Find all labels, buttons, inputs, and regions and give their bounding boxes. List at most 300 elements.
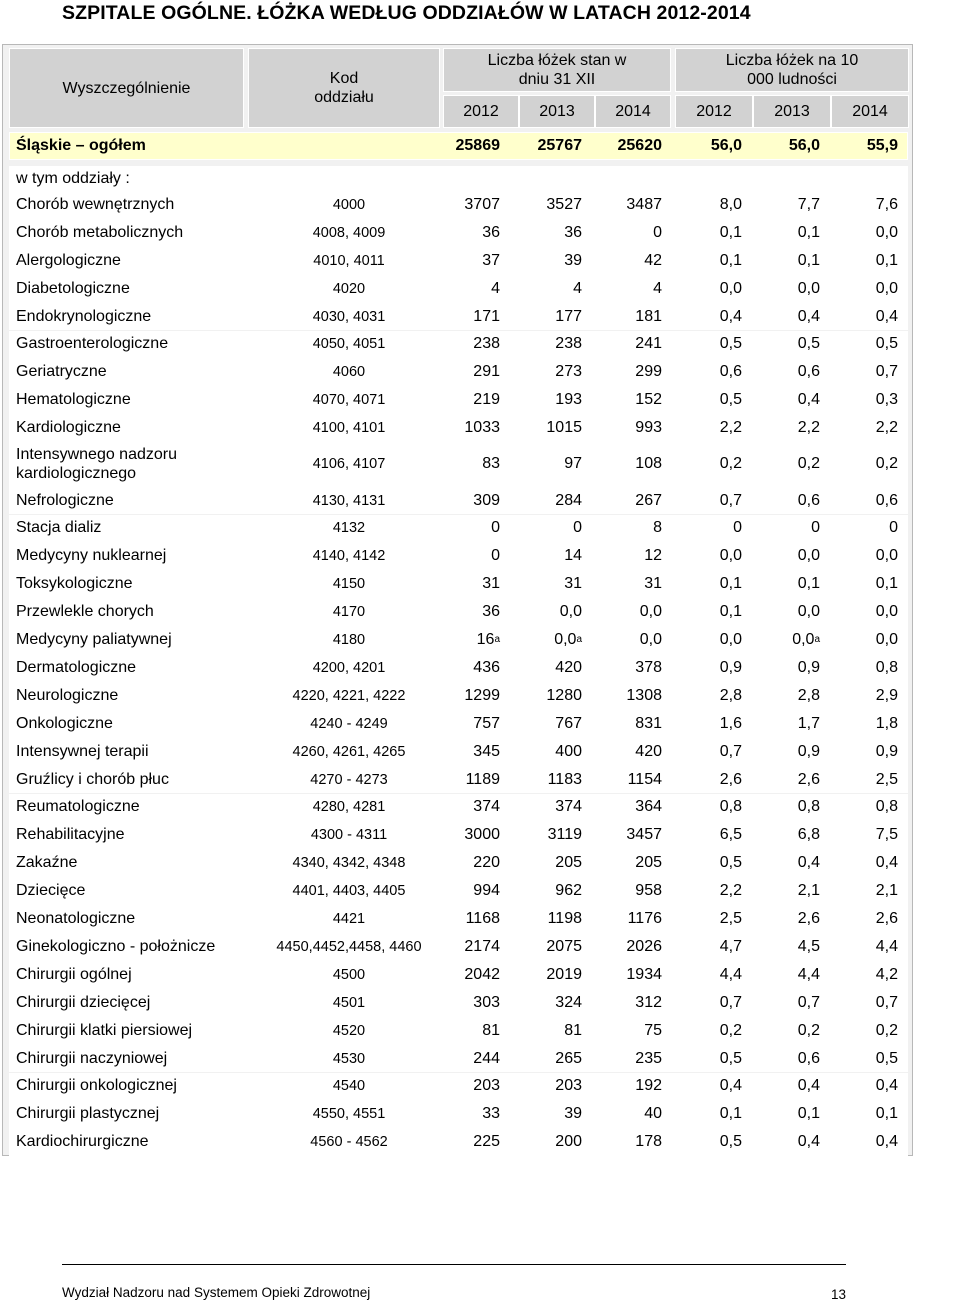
row-label: Stacja dializ bbox=[16, 519, 102, 537]
value-cell bbox=[510, 962, 582, 988]
code-cell: 4560 - 4562 bbox=[310, 1134, 388, 1151]
value-text: 0,5 bbox=[719, 335, 742, 353]
value-cell bbox=[750, 1074, 820, 1100]
value-text: 994 bbox=[473, 882, 500, 900]
value-text: 273 bbox=[555, 363, 582, 381]
header-code: Kod oddziału bbox=[248, 48, 440, 128]
value-text: 2,6 bbox=[875, 910, 898, 928]
value-text: 0,2 bbox=[875, 1021, 898, 1039]
value-cell bbox=[430, 1074, 500, 1100]
value-text: 1934 bbox=[626, 965, 662, 983]
value-text: 0,5 bbox=[797, 335, 820, 353]
value-text: 31 bbox=[564, 575, 582, 593]
footer-text: Wydział Nadzoru nad Systemem Opieki Zdrowotnej bbox=[62, 1285, 371, 1300]
value-text: 0,0 bbox=[719, 279, 742, 297]
value-text: 152 bbox=[635, 391, 662, 409]
value-cell bbox=[830, 276, 898, 302]
value-cell bbox=[670, 1018, 742, 1044]
header-ratio-group: Liczba łóżek na 10 000 ludności bbox=[675, 48, 909, 92]
value-text: 2,8 bbox=[719, 686, 742, 704]
value-text: 0,4 bbox=[719, 307, 742, 325]
table-row bbox=[9, 1100, 908, 1128]
value-cell: 25620 bbox=[617, 137, 662, 154]
value-cell bbox=[670, 934, 742, 960]
value-cell bbox=[670, 443, 742, 486]
value-cell bbox=[590, 543, 662, 569]
table-row bbox=[9, 849, 908, 877]
value-text: 2,2 bbox=[719, 882, 742, 900]
value-cell bbox=[750, 543, 820, 569]
value-cell bbox=[750, 415, 820, 441]
value-text: 364 bbox=[635, 798, 662, 816]
table-row bbox=[9, 905, 908, 933]
value-text: 0 bbox=[491, 547, 500, 565]
value-text: 0,1 bbox=[875, 575, 898, 593]
value-text: 0,7 bbox=[797, 993, 820, 1011]
value-cell bbox=[670, 962, 742, 988]
code-cell: 4150 bbox=[332, 576, 366, 593]
value-cell bbox=[590, 516, 662, 542]
value-text: 0,0 bbox=[719, 631, 742, 649]
value-text: 33 bbox=[482, 1105, 500, 1123]
value-cell bbox=[750, 220, 820, 246]
value-cell bbox=[510, 795, 582, 821]
value-cell bbox=[750, 1101, 820, 1127]
value-text: 299 bbox=[635, 363, 662, 381]
value-text: 0,1 bbox=[875, 1105, 898, 1123]
value-cell bbox=[430, 543, 500, 569]
value-cell bbox=[670, 276, 742, 302]
value-cell bbox=[430, 488, 500, 514]
code-cell: 4030, 4031 bbox=[312, 308, 386, 325]
value-text: 0,2 bbox=[875, 455, 898, 473]
value-text: 36 bbox=[564, 223, 582, 241]
value-text: 0,1 bbox=[797, 575, 820, 593]
value-cell bbox=[590, 990, 662, 1016]
value-cell bbox=[830, 739, 898, 765]
value-cell bbox=[830, 962, 898, 988]
row-label: Nefrologiczne bbox=[16, 491, 114, 509]
value-text: 2,6 bbox=[719, 770, 742, 788]
code-cell: 4270 - 4273 bbox=[310, 771, 388, 788]
value-cell bbox=[430, 192, 500, 218]
value-cell bbox=[590, 332, 662, 358]
value-text: 0,1 bbox=[719, 603, 742, 621]
table-row bbox=[9, 766, 908, 794]
code-cell: 4132 bbox=[332, 520, 366, 537]
value-cell bbox=[670, 627, 742, 653]
value-text: 0,1 bbox=[719, 1105, 742, 1123]
value-cell bbox=[430, 906, 500, 932]
value-text: 171 bbox=[473, 307, 500, 325]
value-cell bbox=[750, 599, 820, 625]
value-text: 0,4 bbox=[797, 1077, 820, 1095]
value-cell bbox=[670, 359, 742, 385]
row-label: Śląskie – ogółem bbox=[16, 137, 146, 154]
value-text: 14 bbox=[564, 547, 582, 565]
value-text: 0,0 bbox=[797, 279, 820, 297]
value-text: 831 bbox=[635, 714, 662, 732]
value-cell bbox=[590, 962, 662, 988]
value-cell bbox=[590, 655, 662, 681]
row-label: Chirurgii plastycznej bbox=[16, 1105, 160, 1123]
value-cell bbox=[670, 1074, 742, 1100]
row-label: Kardiochirurgiczne bbox=[16, 1133, 149, 1151]
value-cell bbox=[590, 304, 662, 330]
value-text: 0,5 bbox=[719, 854, 742, 872]
code-cell: 4050, 4051 bbox=[312, 336, 386, 353]
value-text: 767 bbox=[555, 714, 582, 732]
value-text: 3457 bbox=[626, 826, 662, 844]
row-label: Gruźlicy i chorób płuc bbox=[16, 770, 169, 788]
code-cell: 4501 bbox=[332, 994, 366, 1011]
value-cell bbox=[510, 1074, 582, 1100]
footer-divider bbox=[62, 1264, 846, 1265]
value-text: 0,4 bbox=[797, 1133, 820, 1151]
table-row bbox=[9, 598, 908, 626]
value-cell bbox=[430, 387, 500, 413]
value-text: 2,6 bbox=[797, 770, 820, 788]
row-label: Dziecięce bbox=[16, 882, 86, 900]
code-cell: 4200, 4201 bbox=[312, 659, 386, 676]
value-cell bbox=[510, 878, 582, 904]
value-text: 0,5 bbox=[875, 1049, 898, 1067]
value-text: 993 bbox=[635, 419, 662, 437]
value-text: 4,5 bbox=[797, 937, 820, 955]
value-cell bbox=[510, 304, 582, 330]
code-cell: 4401, 4403, 4405 bbox=[292, 883, 406, 900]
code-cell: 4130, 4131 bbox=[312, 492, 386, 509]
table-row bbox=[9, 933, 908, 961]
value-cell bbox=[750, 488, 820, 514]
value-text: 0,2 bbox=[797, 1021, 820, 1039]
value-cell bbox=[590, 1018, 662, 1044]
value-text: 309 bbox=[473, 491, 500, 509]
value-text: 193 bbox=[555, 391, 582, 409]
value-cell bbox=[670, 192, 742, 218]
value-cell bbox=[430, 599, 500, 625]
value-text: 1198 bbox=[547, 910, 582, 928]
value-text: 0,5 bbox=[719, 1049, 742, 1067]
value-text: 2026 bbox=[626, 937, 662, 955]
value-cell bbox=[510, 1129, 582, 1155]
value-text: 0,9 bbox=[797, 658, 820, 676]
table-row bbox=[9, 386, 908, 414]
value-text: 0,4 bbox=[797, 854, 820, 872]
value-cell bbox=[750, 683, 820, 709]
code-cell: 4140, 4142 bbox=[312, 548, 386, 565]
value-cell bbox=[510, 359, 582, 385]
code-cell: 4100, 4101 bbox=[312, 420, 386, 437]
value-cell bbox=[670, 599, 742, 625]
value-text: 0,7 bbox=[719, 742, 742, 760]
value-text: 42 bbox=[644, 251, 662, 269]
value-cell bbox=[590, 488, 662, 514]
value-cell bbox=[830, 655, 898, 681]
code-cell: 4280, 4281 bbox=[312, 799, 386, 816]
table-row bbox=[9, 710, 908, 738]
value-text: 0,5 bbox=[719, 391, 742, 409]
code-cell: 4060 bbox=[332, 364, 366, 381]
value-cell bbox=[750, 359, 820, 385]
value-cell bbox=[430, 516, 500, 542]
code-cell: 4020 bbox=[332, 280, 366, 297]
value-cell bbox=[750, 850, 820, 876]
value-text: 1,7 bbox=[797, 714, 820, 732]
value-text: 0,0 bbox=[797, 547, 820, 565]
value-cell bbox=[510, 990, 582, 1016]
value-cell bbox=[430, 990, 500, 1016]
table-row bbox=[9, 219, 908, 247]
value-cell bbox=[830, 1074, 898, 1100]
value-cell bbox=[670, 332, 742, 358]
value-text: 400 bbox=[555, 742, 582, 760]
value-text: 378 bbox=[635, 658, 662, 676]
value-cell bbox=[590, 220, 662, 246]
row-label: Gastroenterologiczne bbox=[16, 335, 169, 353]
value-text: 97 bbox=[564, 455, 582, 473]
header-year: 2014 bbox=[831, 95, 909, 128]
value-text: 958 bbox=[635, 882, 662, 900]
value-cell bbox=[590, 906, 662, 932]
value-cell bbox=[430, 1129, 500, 1155]
value-cell bbox=[590, 359, 662, 385]
value-cell bbox=[670, 878, 742, 904]
value-text: 0,4 bbox=[719, 1077, 742, 1095]
value-text: 0,1 bbox=[797, 223, 820, 241]
value-text: 2,1 bbox=[797, 882, 820, 900]
value-text: 0,0 bbox=[639, 631, 662, 649]
row-label: Medycyny nuklearnej bbox=[16, 547, 167, 565]
value-text: 1033 bbox=[464, 419, 500, 437]
value-text: 962 bbox=[555, 882, 582, 900]
value-text: 267 bbox=[635, 491, 662, 509]
value-text: 8,0 bbox=[719, 195, 742, 213]
value-cell bbox=[510, 599, 582, 625]
value-cell bbox=[510, 1018, 582, 1044]
value-text: 265 bbox=[555, 1049, 582, 1067]
value-cell bbox=[830, 359, 898, 385]
value-text: 205 bbox=[635, 854, 662, 872]
value-cell: 25869 bbox=[455, 137, 500, 154]
value-cell bbox=[750, 962, 820, 988]
value-text: 0,3 bbox=[875, 391, 898, 409]
value-cell bbox=[750, 192, 820, 218]
value-text: 0,4 bbox=[797, 391, 820, 409]
value-cell bbox=[430, 220, 500, 246]
value-text: 81 bbox=[482, 1021, 500, 1039]
value-text: 0,8 bbox=[875, 798, 898, 816]
value-text: 192 bbox=[635, 1077, 662, 1095]
value-cell bbox=[590, 795, 662, 821]
value-cell bbox=[430, 359, 500, 385]
table-row bbox=[9, 1045, 908, 1073]
value-text: 0,7 bbox=[875, 363, 898, 381]
value-text: 0,2 bbox=[719, 1021, 742, 1039]
value-cell bbox=[510, 934, 582, 960]
value-text: 0,5 bbox=[719, 1133, 742, 1151]
value-cell bbox=[430, 962, 500, 988]
value-text: 3707 bbox=[464, 195, 500, 213]
value-text: 4 bbox=[491, 279, 500, 297]
row-label: Chirurgii dziecięcej bbox=[16, 993, 151, 1011]
table-row bbox=[9, 821, 908, 849]
value-cell bbox=[830, 990, 898, 1016]
value-text: 0,6 bbox=[719, 363, 742, 381]
value-cell: 55,9 bbox=[866, 137, 898, 154]
value-cell bbox=[750, 711, 820, 737]
value-cell bbox=[510, 192, 582, 218]
value-cell bbox=[510, 488, 582, 514]
value-cell bbox=[830, 711, 898, 737]
value-text: 2,8 bbox=[797, 686, 820, 704]
value-text: 31 bbox=[482, 575, 500, 593]
value-text: 0,1 bbox=[719, 251, 742, 269]
value-cell bbox=[590, 739, 662, 765]
subheader-row bbox=[9, 166, 908, 191]
value-text: 4,4 bbox=[875, 937, 898, 955]
value-cell bbox=[590, 822, 662, 848]
value-text: 81 bbox=[564, 1021, 582, 1039]
value-cell bbox=[590, 878, 662, 904]
value-cell: 56,0 bbox=[710, 137, 742, 154]
value-cell bbox=[430, 248, 500, 274]
value-cell bbox=[830, 822, 898, 848]
value-text: 203 bbox=[555, 1077, 582, 1095]
value-cell bbox=[510, 415, 582, 441]
value-cell bbox=[670, 711, 742, 737]
table-row bbox=[9, 626, 908, 654]
value-text: 0,4 bbox=[875, 307, 898, 325]
value-cell bbox=[830, 1101, 898, 1127]
value-cell bbox=[830, 599, 898, 625]
code-cell: 4300 - 4311 bbox=[310, 827, 388, 844]
value-cell bbox=[430, 1046, 500, 1072]
value-cell bbox=[750, 795, 820, 821]
value-cell bbox=[750, 655, 820, 681]
value-text: 0 bbox=[491, 519, 500, 537]
value-text: 0,0 bbox=[875, 603, 898, 621]
value-text: 36 bbox=[482, 223, 500, 241]
code-cell: 4070, 4071 bbox=[312, 392, 386, 409]
value-cell bbox=[670, 248, 742, 274]
row-label: Neurologiczne bbox=[16, 686, 119, 704]
value-text: 2174 bbox=[464, 937, 500, 955]
value-text: 0,1 bbox=[875, 251, 898, 269]
value-text: 16 bbox=[476, 631, 495, 649]
table-row bbox=[9, 1017, 908, 1045]
value-text: 0,0 bbox=[554, 631, 577, 649]
value-cell bbox=[750, 934, 820, 960]
value-text: 241 bbox=[635, 335, 662, 353]
value-cell bbox=[670, 1129, 742, 1155]
value-cell bbox=[670, 990, 742, 1016]
row-label: Reumatologiczne bbox=[16, 798, 140, 816]
value-text: 0,6 bbox=[797, 1049, 820, 1067]
value-cell bbox=[670, 739, 742, 765]
row-label: Geriatryczne bbox=[16, 363, 107, 381]
value-cell bbox=[750, 739, 820, 765]
value-text: 2,2 bbox=[719, 419, 742, 437]
table-row bbox=[9, 191, 908, 219]
value-text: 12 bbox=[644, 547, 662, 565]
value-text: 312 bbox=[635, 993, 662, 1011]
value-cell bbox=[830, 1046, 898, 1072]
table-row bbox=[9, 877, 908, 905]
table-row bbox=[9, 275, 908, 303]
table-row bbox=[9, 654, 908, 682]
value-cell bbox=[510, 739, 582, 765]
value-text: 3119 bbox=[547, 826, 582, 844]
row-label: Alergologiczne bbox=[16, 251, 121, 269]
value-text: 1015 bbox=[546, 419, 582, 437]
value-text: 2,5 bbox=[875, 770, 898, 788]
value-text: 0,8 bbox=[719, 798, 742, 816]
row-label: Chorób wewnętrznych bbox=[16, 195, 175, 213]
value-cell bbox=[830, 387, 898, 413]
value-cell bbox=[590, 934, 662, 960]
value-text: 220 bbox=[473, 854, 500, 872]
value-text: 203 bbox=[473, 1077, 500, 1095]
value-cell bbox=[830, 683, 898, 709]
value-text: 4,4 bbox=[797, 965, 820, 983]
value-cell bbox=[830, 192, 898, 218]
row-label: Endokrynologiczne bbox=[16, 307, 152, 325]
value-text: 2,1 bbox=[875, 882, 898, 900]
row-label: Dermatologiczne bbox=[16, 658, 137, 676]
value-text: 0,4 bbox=[875, 1133, 898, 1151]
value-cell bbox=[590, 276, 662, 302]
value-text: 0,4 bbox=[797, 307, 820, 325]
value-text: 0,0 bbox=[792, 631, 815, 649]
table-row bbox=[9, 414, 908, 442]
header-year: 2012 bbox=[675, 95, 753, 128]
total-row bbox=[9, 132, 908, 160]
value-text: 1280 bbox=[546, 686, 582, 704]
value-cell bbox=[830, 488, 898, 514]
value-cell bbox=[670, 1046, 742, 1072]
value-cell bbox=[430, 878, 500, 904]
value-cell bbox=[750, 276, 820, 302]
value-cell bbox=[830, 627, 898, 653]
value-cell bbox=[510, 516, 582, 542]
value-text: 1183 bbox=[547, 770, 582, 788]
value-cell bbox=[430, 655, 500, 681]
value-cell bbox=[430, 443, 500, 486]
value-cell bbox=[830, 543, 898, 569]
value-text: 3527 bbox=[546, 195, 582, 213]
value-text: 1308 bbox=[626, 686, 662, 704]
value-cell bbox=[750, 1046, 820, 1072]
row-label: Onkologiczne bbox=[16, 714, 113, 732]
value-cell bbox=[510, 655, 582, 681]
row-label: Zakaźne bbox=[16, 854, 78, 872]
code-cell: 4520 bbox=[332, 1022, 366, 1039]
value-text: 0,8 bbox=[875, 658, 898, 676]
value-cell bbox=[670, 516, 742, 542]
value-cell bbox=[510, 332, 582, 358]
value-text: 420 bbox=[555, 658, 582, 676]
value-text: 0 bbox=[811, 519, 820, 537]
value-cell bbox=[590, 387, 662, 413]
value-text: 2,9 bbox=[875, 686, 898, 704]
value-cell bbox=[750, 516, 820, 542]
table-row bbox=[9, 542, 908, 570]
value-text: 2,6 bbox=[797, 910, 820, 928]
value-cell bbox=[590, 443, 662, 486]
value-cell bbox=[830, 850, 898, 876]
code-cell: 4010, 4011 bbox=[313, 252, 385, 269]
